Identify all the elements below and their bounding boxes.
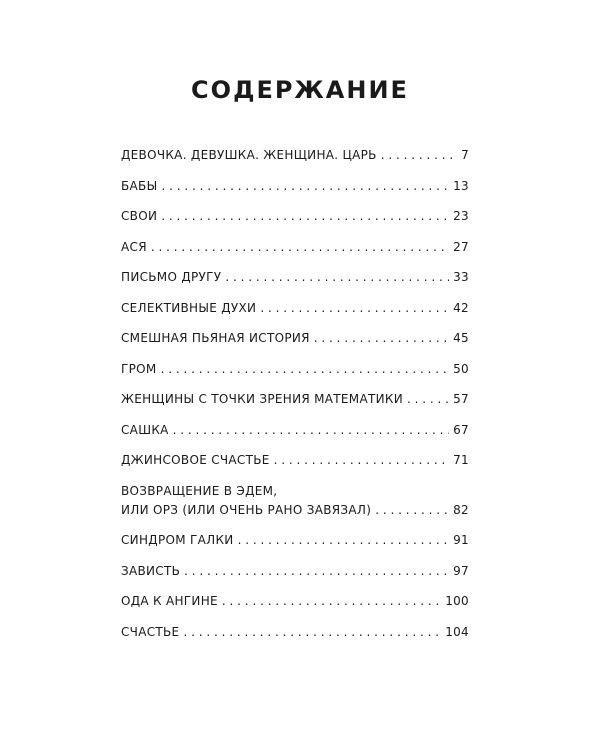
toc-page-number: 57	[453, 392, 469, 406]
toc-page-number: 91	[453, 533, 469, 547]
toc-entry-title-line: ЗАВИСТЬ	[121, 563, 181, 578]
toc-page-number: 13	[453, 178, 469, 193]
toc-entry-title-line: ПИСЬМО ДРУГУ	[121, 270, 222, 284]
toc-page-number: 67	[453, 422, 469, 437]
toc-page-number: 97	[453, 563, 469, 578]
toc-entry-title-line: СИНДРОМ ГАЛКИ	[121, 533, 234, 547]
toc-entry-title	[121, 421, 169, 440]
dot-leader	[161, 207, 449, 226]
toc-page-number: 33	[453, 270, 469, 284]
toc-entry-title-line: ЖЕНЩИНЫ С ТОЧКИ ЗРЕНИЯ МАТЕМАТИКИ	[121, 392, 403, 406]
toc-entry-title	[121, 146, 377, 165]
dot-leader	[375, 501, 449, 520]
toc-entry-title	[121, 482, 371, 520]
toc-entry-title	[121, 623, 179, 642]
toc-entry[interactable]	[121, 360, 469, 379]
dot-leader	[161, 360, 450, 379]
dot-leader	[222, 592, 441, 611]
toc-page-number: 71	[453, 453, 469, 467]
toc-entry-title-line: ДЕВОЧКА. ДЕВУШКА. ЖЕНЩИНА. ЦАРЬ	[121, 148, 377, 162]
toc-entry[interactable]	[121, 329, 469, 348]
toc-entry-title-line: АСЯ	[121, 239, 147, 254]
dot-leader	[151, 238, 449, 257]
toc-entry[interactable]	[121, 421, 469, 440]
toc-page-number: 104	[445, 624, 469, 639]
dot-leader	[274, 451, 449, 470]
toc-entry[interactable]	[121, 268, 469, 287]
toc-entry[interactable]	[121, 146, 469, 165]
toc-entry[interactable]	[121, 592, 469, 611]
dot-leader	[381, 146, 457, 165]
toc-entry[interactable]	[121, 299, 469, 318]
dot-leader	[161, 177, 449, 196]
toc-page-number: 27	[453, 239, 469, 254]
toc-entry-title	[121, 592, 218, 611]
toc-entry-title	[121, 360, 157, 379]
toc-page-number: 7	[461, 148, 469, 162]
toc-entry-title-line: САШКА	[121, 422, 169, 437]
toc-entry-title-line: БАБЫ	[121, 178, 158, 193]
toc-entry[interactable]	[121, 390, 469, 409]
toc-entry-title-line: СЕЛЕКТИВНЫЕ ДУХИ	[121, 300, 257, 315]
toc-entry-title	[121, 390, 403, 409]
toc-entry-title	[121, 451, 270, 470]
toc-entry-title-line: ОДА К АНГИНЕ	[121, 594, 218, 608]
toc-entry-title-line: ГРОМ	[121, 361, 157, 376]
toc-page-number: 100	[445, 594, 469, 608]
toc-entry-title-line: СВОИ	[121, 209, 158, 223]
dot-leader	[173, 421, 449, 440]
toc-entry-title-line: ВОЗВРАЩЕНИЕ В ЭДЕМ,	[121, 483, 278, 498]
toc-entry-title	[121, 531, 234, 550]
toc-entry-title-line: ДЖИНСОВОЕ СЧАСТЬЕ	[121, 453, 270, 467]
dot-leader	[225, 268, 449, 287]
toc-entry-title-line: СМЕШНАЯ ПЬЯНАЯ ИСТОРИЯ	[121, 331, 310, 345]
toc-entry-title	[121, 207, 157, 226]
toc-page-number: 45	[453, 331, 469, 345]
toc-entry[interactable]	[121, 623, 469, 642]
toc-entry[interactable]	[121, 531, 469, 550]
toc-entry[interactable]	[121, 177, 469, 196]
toc-entry-title	[121, 268, 221, 287]
toc-entry-title	[121, 238, 147, 257]
page-title: СОДЕРЖАНИЕ	[191, 76, 409, 104]
dot-leader	[314, 329, 449, 348]
toc-page-number: 42	[453, 300, 469, 315]
toc-entry-title-line: ИЛИ ОРЗ (ИЛИ ОЧЕНЬ РАНО ЗАВЯЗАЛ)	[121, 502, 372, 517]
dot-leader	[238, 531, 450, 550]
toc-entry[interactable]	[121, 238, 469, 257]
dot-leader	[183, 623, 441, 642]
toc-entry[interactable]	[121, 482, 469, 520]
dot-leader	[184, 562, 449, 581]
toc-entry[interactable]	[121, 207, 469, 226]
toc-page-number: 50	[453, 361, 469, 376]
toc-entry-title	[121, 329, 310, 348]
toc-entry-title	[121, 177, 157, 196]
toc-entry-title-line: СЧАСТЬЕ	[121, 624, 180, 639]
dot-leader	[407, 390, 449, 409]
toc-page-number: 82	[453, 502, 469, 517]
toc-entry[interactable]	[121, 451, 469, 470]
toc-page-number: 23	[453, 209, 469, 223]
toc-entry[interactable]	[121, 562, 469, 581]
toc-entry-title	[121, 562, 180, 581]
toc-entry-title	[121, 299, 256, 318]
table-of-contents	[121, 146, 469, 653]
dot-leader	[260, 299, 449, 318]
